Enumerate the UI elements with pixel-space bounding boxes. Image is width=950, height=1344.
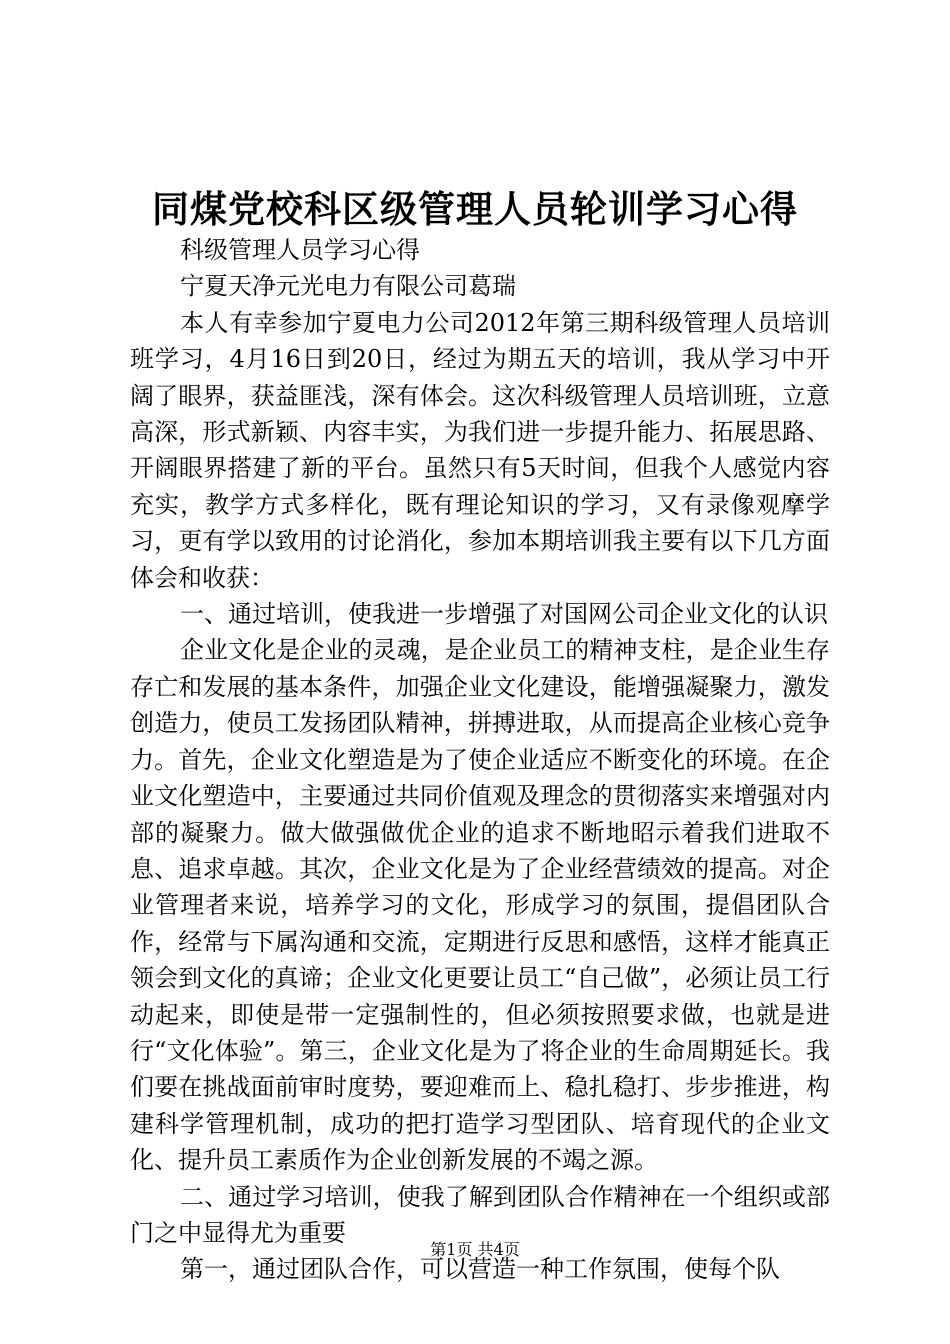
page-footer: 第1页 共4页: [430, 1240, 520, 1259]
subtitle-paragraph: 科级管理人员学习心得: [180, 236, 420, 264]
section-1-paragraph: 企业文化是企业的灵魂，是企业员工的精神支柱，是企业生存存亡和发展的基本条件，加强企业文化建设，能增强凝聚力，激发创造力，使员工发扬团队精神，拼搏进取，从而提高企业核心竞争力。首先，企业文化塑造是为了使企业适应不断变化的环境。在企业文化塑造中，主要通过共同价值观及理念的贯彻落实来增强对内部的凝聚力。做大做强做优企业的追求不断地昭示着我们进取不息、追求卓越。其次，企业文化是为了企业经营绩效的提高。对企业管理者来说，培养学习的文化，形成学习的氛围，提倡团队合作，经常与下属沟通和交流，定期进行反思和感悟，这样才能真正领会到文化的真谛；企业文化更要让员工“自己做”，必须让员工行动起来，即使是带一定强制性的，但必须按照要求做，也就是进行“文化体验”。第三，企业文化是为了将企业的生命周期延长。我们要在挑战面前审时度势，要迎难而上、稳扎稳打、步步推进，构建科学管理机制，成功的把打造学习型团队、培育现代的企业文化、提升员工素质作为企业创新发展的不竭之源。: [130, 636, 830, 1175]
document-body: [130, 232, 830, 1288]
section-heading-1: 一、通过培训，使我进一步增强了对国网公司企业文化的认识: [180, 600, 828, 629]
document-title: 同煤党校科区级管理人员轮训学习心得: [152, 187, 798, 231]
section-2-paragraph: 第一，通过团队合作，可以营造一种工作氛围，使每个队: [180, 1255, 780, 1284]
intro-paragraph: 本人有幸参加宁夏电力公司2012年第三期科级管理人员培训班学习，4月16日到20日，经过为期五天的培训，我从学习中开阔了眼界，获益匪浅，深有体会。这次科级管理人员培训班，立意高深，形式新颖、内容丰实，为我们进一步提升能力、拓展思路、开阔眼界搭建了新的平台。虽然只有5天时间，但我个人感觉内容充实，教学方式多样化，既有理论知识的学习，又有录像观摩学习，更有学以致用的讨论消化，参加本期培训我主要有以下几方面体会和收获：: [130, 308, 830, 592]
author-paragraph: 宁夏天净元光电力有限公司葛瑞: [180, 272, 516, 301]
section-heading-2: 二、通过学习培训，使我了解到团队合作精神在一个组织或部门之中显得尤为重要: [130, 1182, 830, 1247]
